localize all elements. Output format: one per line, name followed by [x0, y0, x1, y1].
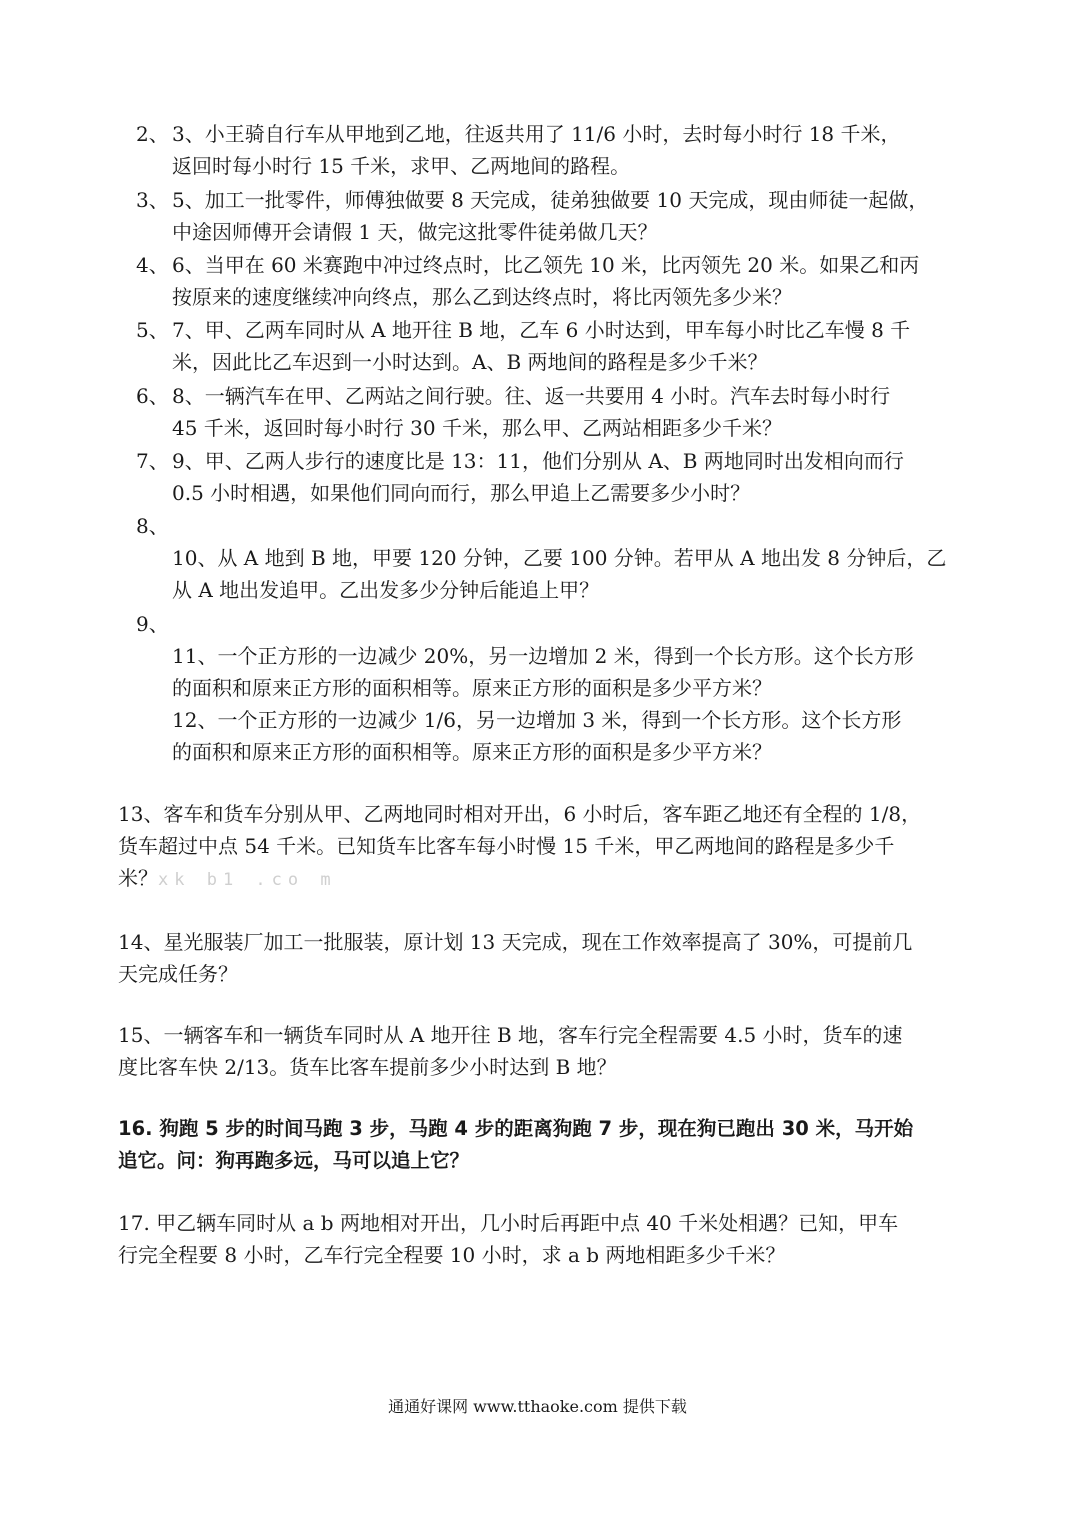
paragraph-line: 货车超过中点 54 千米。已知货车比客车每小时慢 15 千米，甲乙两地间的路程是多少千	[118, 834, 895, 858]
list-item	[136, 608, 966, 768]
watermark-text: xk b1 .co m	[158, 870, 337, 890]
list-item	[136, 314, 966, 378]
page-footer: 通通好课网 www.tthaoke.com 提供下载	[388, 1397, 687, 1416]
item-line: 0.5 小时相遇，如果他们同向而行，那么甲追上乙需要多少小时？	[172, 481, 751, 505]
problem-paragraph	[118, 1113, 968, 1177]
item-line: 8、一辆汽车在甲、乙两站之间行驶。往、返一共要用 4 小时。汽车去时每小时行	[172, 384, 891, 408]
item-marker: 3、	[136, 188, 169, 212]
paragraph-line: 16. 狗跑 5 步的时间马跑 3 步，马跑 4 步的距离狗跑 7 步，现在狗已跑出 30 米，马开始	[118, 1117, 914, 1140]
item-line: 6、当甲在 60 米赛跑中冲过终点时，比乙领先 10 米，比丙领先 20 米。如果乙和丙	[172, 253, 920, 277]
item-line: 的面积和原来正方形的面积相等。原来正方形的面积是多少平方米？	[172, 740, 772, 764]
list-item	[136, 510, 966, 606]
paragraph-line: 行完全程要 8 小时，乙车行完全程要 10 小时，求 a b 两地相距多少千米？	[118, 1243, 786, 1267]
paragraph-line	[118, 862, 968, 896]
item-line: 从 A 地出发追甲。乙出发多少分钟后能追上甲？	[172, 578, 600, 602]
item-line: 7、甲、乙两车同时从 A 地开往 B 地，乙车 6 小时达到，甲车每小时比乙车慢 8 千	[172, 318, 911, 342]
item-marker: 5、	[136, 318, 169, 342]
problem-paragraph	[118, 926, 968, 990]
paragraph-line: 14、星光服装厂加工一批服装，原计划 13 天完成，现在工作效率提高了 30%，可提前几	[118, 930, 913, 954]
item-line	[172, 510, 966, 542]
item-line: 10、从 A 地到 B 地，甲要 120 分钟，乙要 100 分钟。若甲从 A 地出发 8 分钟后，乙	[172, 546, 947, 570]
list-item	[136, 118, 966, 182]
paragraph-line-text: 米？	[118, 866, 158, 890]
list-item	[136, 249, 966, 313]
item-line: 米，因此比乙车迟到一小时达到。A、B 两地间的路程是多少千米？	[172, 350, 768, 374]
list-item	[136, 445, 966, 509]
paragraph-line: 天完成任务？	[118, 962, 238, 986]
item-marker: 7、	[136, 449, 169, 473]
item-marker: 8、	[136, 514, 169, 538]
problem-paragraph	[118, 1207, 968, 1271]
list-item	[136, 380, 966, 444]
paragraph-line: 度比客车快 2/13。货车比客车提前多少小时达到 B 地？	[118, 1055, 617, 1079]
list-item	[136, 184, 966, 248]
item-marker: 2、	[136, 122, 169, 146]
item-marker: 4、	[136, 253, 169, 277]
item-line: 11、一个正方形的一边减少 20%，另一边增加 2 米，得到一个长方形。这个长方形	[172, 644, 914, 668]
item-line	[172, 608, 966, 640]
problem-paragraph	[118, 798, 968, 896]
paragraph-line: 13、客车和货车分别从甲、乙两地同时相对开出，6 小时后，客车距乙地还有全程的 1/8，	[118, 802, 922, 826]
item-line: 的面积和原来正方形的面积相等。原来正方形的面积是多少平方米？	[172, 676, 772, 700]
item-marker: 9、	[136, 612, 169, 636]
item-line: 按原来的速度继续冲向终点，那么乙到达终点时，将比丙领先多少米？	[172, 285, 792, 309]
item-line: 中途因师傅开会请假 1 天，做完这批零件徒弟做几天？	[172, 220, 658, 244]
item-marker: 6、	[136, 384, 169, 408]
item-line: 12、一个正方形的一边减少 1/6，另一边增加 3 米，得到一个长方形。这个长方形	[172, 708, 902, 732]
item-line: 45 千米，返回时每小时行 30 千米，那么甲、乙两站相距多少千米？	[172, 416, 782, 440]
paragraph-line: 15、一辆客车和一辆货车同时从 A 地开往 B 地，客车行完全程需要 4.5 小时，货车的速	[118, 1023, 903, 1047]
item-line: 3、小王骑自行车从甲地到乙地，往返共用了 11/6 小时，去时每小时行 18 千米，	[172, 122, 901, 146]
paragraph-line: 17. 甲乙辆车同时从 a b 两地相对开出，几小时后再距中点 40 千米处相遇？已知，甲车	[118, 1211, 899, 1235]
item-line: 9、甲、乙两人步行的速度比是 13：11，他们分别从 A、B 两地同时出发相向而行	[172, 449, 904, 473]
item-line: 5、加工一批零件，师傅独做要 8 天完成，徒弟独做要 10 天完成，现由师徒一起做，	[172, 188, 929, 212]
paragraph-line: 追它。问：狗再跑多远，马可以追上它？	[118, 1149, 470, 1172]
item-line: 返回时每小时行 15 千米，求甲、乙两地间的路程。	[172, 154, 631, 178]
problem-paragraph	[118, 1019, 968, 1083]
